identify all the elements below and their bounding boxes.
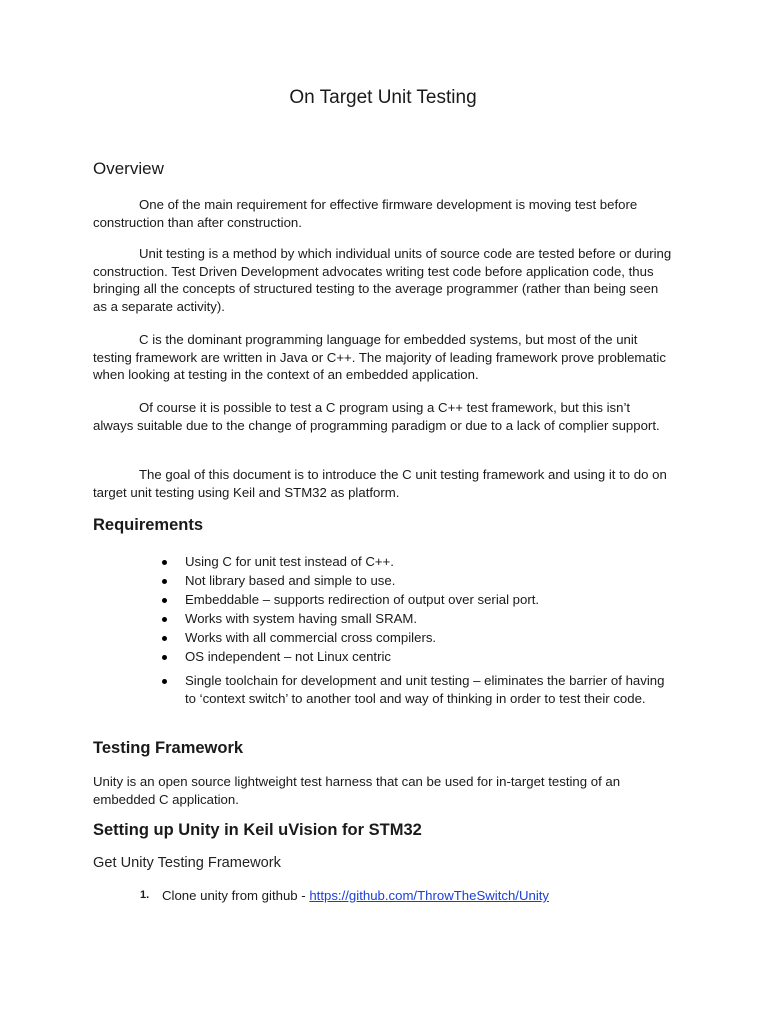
bullet-icon xyxy=(162,579,167,584)
unity-github-link[interactable]: https://github.com/ThrowTheSwitch/Unity xyxy=(309,888,550,903)
step-number: 1. xyxy=(140,889,150,901)
requirements-list xyxy=(93,553,673,709)
list-item: Single toolchain for development and unit testing – eliminates the barrier of having to ‘context switch’ to another tool and way of thinking in order to test their code. xyxy=(93,672,665,707)
overview-heading: Overview xyxy=(93,159,164,178)
overview-paragraph-4: Of course it is possible to test a C program using a C++ test framework, but this isn’t always suitable due to the change of programming paradigm or due to a lack of complier support. xyxy=(93,400,660,433)
bullet-icon xyxy=(162,679,167,684)
list-item: Using C for unit test instead of C++. xyxy=(93,553,665,571)
overview-paragraph-1: One of the main requirement for effective firmware development is moving test before construction than after construction. xyxy=(93,197,638,230)
testing-framework-paragraph: Unity is an open source lightweight test harness that can be used for in-target testing of an embedded C application. xyxy=(93,774,621,807)
requirements-heading: Requirements xyxy=(93,516,204,534)
overview-paragraph-2: Unit testing is a method by which individual units of source code are tested before or during construction. Test Driven Development advocates writing test code before application code, thus bringing all the concepts of structured testing to the average programmer (rather than being seen as a separate activity). xyxy=(93,246,672,314)
setup-heading: Setting up Unity in Keil uVision for STM32 xyxy=(93,821,422,839)
bullet-icon xyxy=(162,560,167,565)
list-item: OS independent – not Linux centric xyxy=(93,648,665,666)
list-item: Not library based and simple to use. xyxy=(93,572,665,590)
testing-framework-heading: Testing Framework xyxy=(93,739,244,757)
bullet-icon xyxy=(162,598,167,603)
setup-subheading: Get Unity Testing Framework xyxy=(93,855,281,871)
bullet-icon xyxy=(162,636,167,641)
document-title: On Target Unit Testing xyxy=(289,87,477,108)
bullet-icon xyxy=(162,655,167,660)
list-item: Embeddable – supports redirection of output over serial port. xyxy=(93,591,665,609)
list-item: Works with all commercial cross compilers. xyxy=(93,629,665,647)
overview-paragraph-5: The goal of this document is to introduce the C unit testing framework and using it to do on target unit testing using Keil and STM32 as platform. xyxy=(93,467,667,500)
list-item: Works with system having small SRAM. xyxy=(93,610,665,628)
step-text: Clone unity from github - https://github.com/ThrowTheSwitch/Unity xyxy=(162,888,550,903)
overview-paragraph-3: C is the dominant programming language for embedded systems, but most of the unit testing framework are written in Java or C++. The majority of leading framework prove problematic when looking at testing in the context of an embedded application. xyxy=(93,332,666,383)
bullet-icon xyxy=(162,617,167,622)
